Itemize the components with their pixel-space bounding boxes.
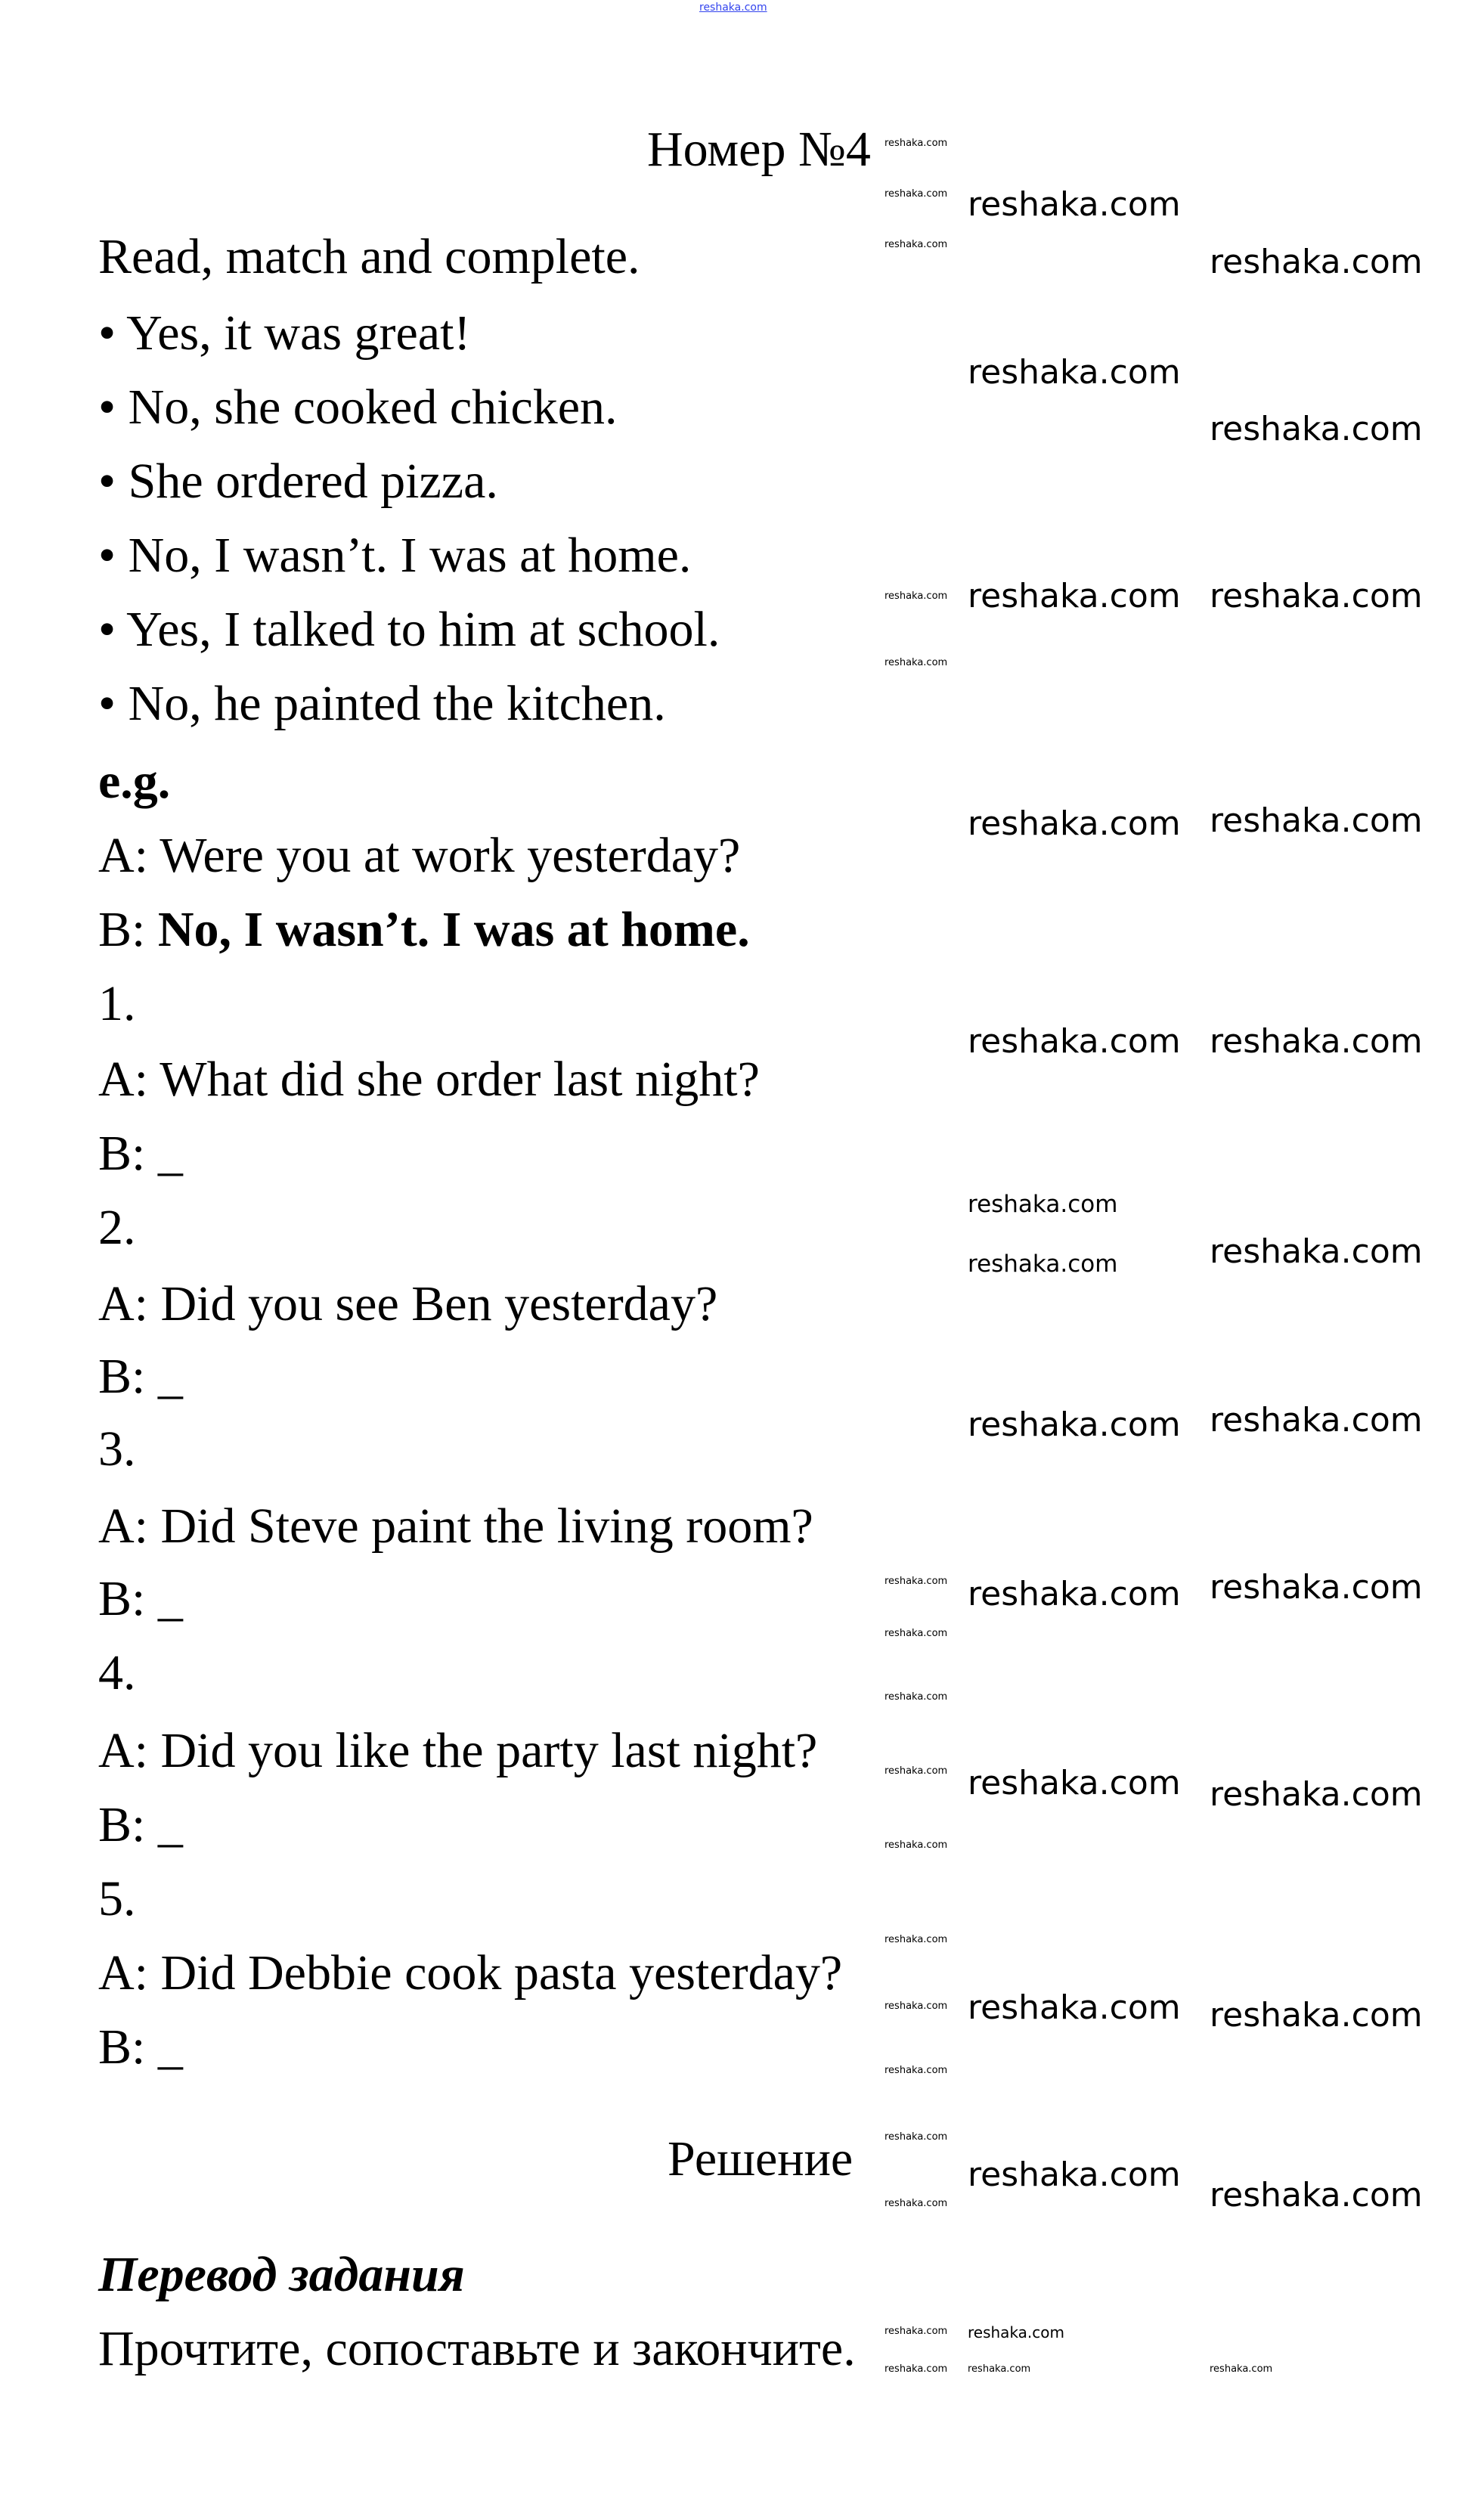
watermark: reshaka.com — [885, 1691, 948, 1703]
item-3-answer: B: _ — [98, 1571, 183, 1626]
watermark: reshaka.com — [968, 1575, 1181, 1613]
watermark: reshaka.com — [968, 353, 1181, 392]
item-4-question: A: Did you like the party last night? — [98, 1723, 818, 1778]
watermark: reshaka.com — [885, 1628, 948, 1639]
watermark: reshaka.com — [885, 1934, 948, 1945]
option-3: • She ordered pizza. — [98, 454, 498, 509]
watermark: reshaka.com — [885, 590, 948, 602]
item-2-answer: B: _ — [98, 1349, 183, 1404]
watermark: reshaka.com — [885, 239, 948, 250]
item-4-answer: B: _ — [98, 1797, 183, 1852]
watermark: reshaka.com — [968, 804, 1181, 843]
item-2-question: A: Did you see Ben yesterday? — [98, 1276, 718, 1331]
option-4: • No, I wasn’t. I was at home. — [98, 528, 692, 583]
watermark: reshaka.com — [885, 2000, 948, 2012]
watermark: reshaka.com — [1210, 1568, 1423, 1607]
watermark: reshaka.com — [885, 2198, 948, 2209]
item-3-number: 3. — [98, 1421, 136, 1477]
item-5-question: A: Did Debbie cook pasta yesterday? — [98, 1945, 843, 2000]
solution-heading: Решение — [668, 2131, 854, 2186]
watermark: reshaka.com — [1210, 1775, 1423, 1814]
watermark: reshaka.com — [1210, 1996, 1423, 2035]
translation-text: Прочтите, сопоставьте и закончите. — [98, 2321, 856, 2376]
watermark: reshaka.com — [885, 2065, 948, 2076]
instruction: Read, match and complete. — [98, 229, 640, 284]
watermark: reshaka.com — [885, 1576, 948, 1587]
watermark: reshaka.com — [968, 185, 1181, 224]
watermark: reshaka.com — [968, 1191, 1118, 1218]
watermark: reshaka.com — [885, 2131, 948, 2143]
example-answer-prefix: B: — [98, 902, 158, 957]
watermark: reshaka.com — [885, 2326, 948, 2337]
item-1-answer: B: _ — [98, 1126, 183, 1181]
watermark: reshaka.com — [885, 138, 948, 149]
watermark: reshaka.com — [1210, 1232, 1423, 1271]
item-2-number: 2. — [98, 1200, 136, 1255]
watermark: reshaka.com — [1210, 1022, 1423, 1061]
example-question: A: Were you at work yesterday? — [98, 828, 741, 883]
watermark: reshaka.com — [968, 1764, 1181, 1802]
watermark: reshaka.com — [1210, 577, 1423, 615]
watermark: reshaka.com — [968, 2155, 1181, 2194]
watermark: reshaka.com — [1210, 1401, 1423, 1440]
page-title: Номер №4 — [647, 122, 871, 177]
watermark: reshaka.com — [968, 1250, 1118, 1278]
example-answer — [98, 903, 750, 957]
watermark: reshaka.com — [968, 1405, 1181, 1444]
watermark: reshaka.com — [1210, 801, 1423, 840]
watermark: reshaka.com — [1210, 2363, 1273, 2375]
item-4-number: 4. — [98, 1645, 136, 1700]
option-1: • Yes, it was great! — [98, 305, 471, 361]
item-1-question: A: What did she order last night? — [98, 1052, 760, 1107]
translation-heading: Перевод задания — [98, 2247, 465, 2302]
watermark: reshaka.com — [885, 2363, 948, 2375]
watermark: reshaka.com — [885, 1839, 948, 1851]
watermark: reshaka.com — [1210, 2176, 1423, 2214]
item-5-number: 5. — [98, 1871, 136, 1926]
option-2: • No, she cooked chicken. — [98, 380, 618, 435]
example-label: e.g. — [98, 754, 171, 809]
watermark: reshaka.com — [968, 577, 1181, 615]
watermark: reshaka.com — [885, 188, 948, 200]
item-1-number: 1. — [98, 976, 136, 1031]
option-6: • No, he painted the kitchen. — [98, 676, 666, 731]
watermark: reshaka.com — [1210, 243, 1423, 281]
watermark: reshaka.com — [1210, 410, 1423, 448]
option-5: • Yes, I talked to him at school. — [98, 602, 720, 657]
watermark: reshaka.com — [885, 657, 948, 668]
watermark: reshaka.com — [885, 1765, 948, 1777]
item-3-question: A: Did Steve paint the living room? — [98, 1498, 813, 1554]
header-watermark-link[interactable]: reshaka.com — [699, 2, 767, 14]
watermark: reshaka.com — [968, 1988, 1181, 2027]
example-answer-text: No, I wasn’t. I was at home. — [157, 902, 750, 957]
watermark: reshaka.com — [968, 2323, 1064, 2341]
watermark: reshaka.com — [968, 1022, 1181, 1061]
item-5-answer: B: _ — [98, 2019, 183, 2075]
watermark: reshaka.com — [968, 2363, 1031, 2375]
